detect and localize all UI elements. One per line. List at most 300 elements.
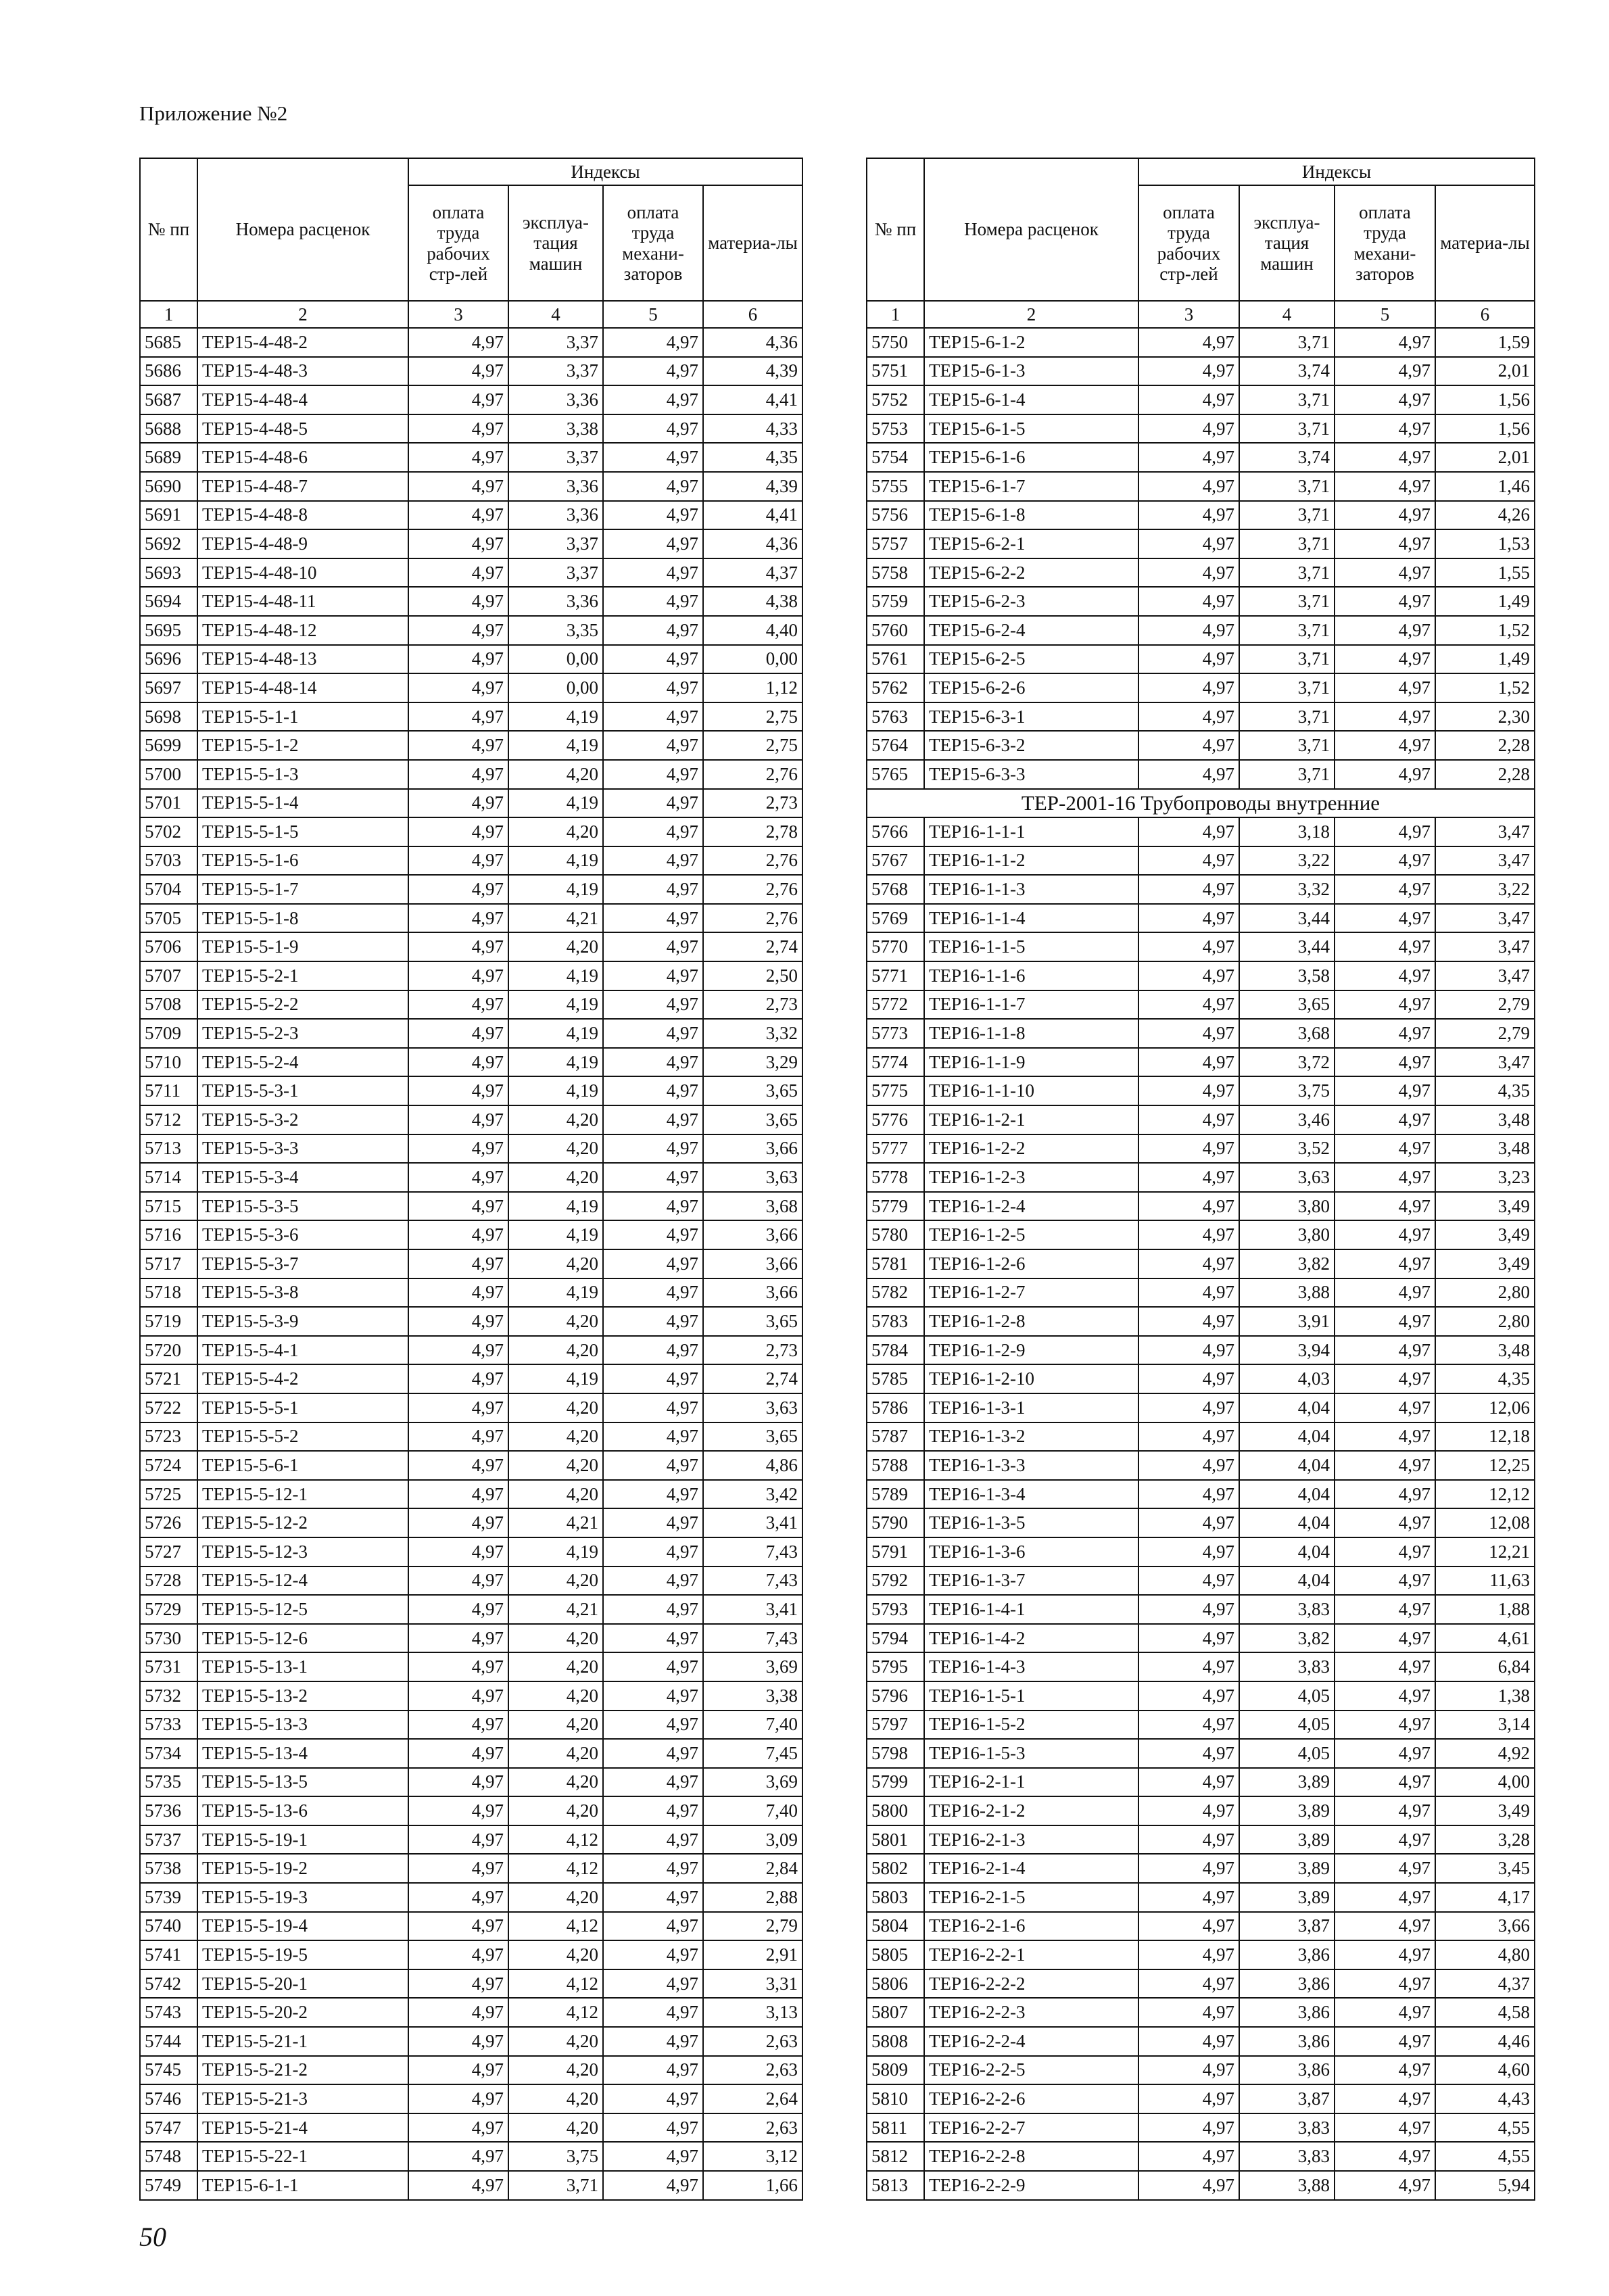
labor-index: 4,97 bbox=[1138, 1278, 1239, 1308]
materials-index: 4,36 bbox=[703, 328, 802, 357]
rate-code: ТЕР15-5-4-2 bbox=[197, 1364, 408, 1393]
operators-index: 4,97 bbox=[603, 904, 703, 933]
machines-index: 3,89 bbox=[1239, 1825, 1335, 1855]
table-row bbox=[140, 1134, 802, 1164]
operators-index: 4,97 bbox=[603, 2056, 703, 2085]
labor-index: 4,97 bbox=[408, 645, 508, 674]
labor-index: 4,97 bbox=[408, 1739, 508, 1768]
machines-index: 3,86 bbox=[1239, 1969, 1335, 1999]
machines-index: 4,12 bbox=[508, 1969, 603, 1999]
operators-index: 4,97 bbox=[603, 645, 703, 674]
rate-code: ТЕР16-1-3-3 bbox=[924, 1451, 1138, 1480]
table-row bbox=[140, 414, 802, 444]
machines-index: 3,88 bbox=[1239, 2171, 1335, 2200]
rate-code: ТЕР16-2-2-9 bbox=[924, 2171, 1138, 2200]
machines-index: 3,71 bbox=[1239, 414, 1335, 444]
row-number: 5788 bbox=[867, 1451, 924, 1480]
labor-index: 4,97 bbox=[408, 1134, 508, 1164]
table-row bbox=[140, 817, 802, 846]
machines-index: 4,04 bbox=[1239, 1480, 1335, 1509]
table-row bbox=[140, 1163, 802, 1192]
machines-index: 4,19 bbox=[508, 731, 603, 760]
labor-index: 4,97 bbox=[1138, 443, 1239, 472]
machines-index: 4,04 bbox=[1239, 1422, 1335, 1452]
machines-index: 3,68 bbox=[1239, 1019, 1335, 1048]
labor-index: 4,97 bbox=[408, 1508, 508, 1537]
materials-index: 2,76 bbox=[703, 846, 802, 876]
row-number: 5792 bbox=[867, 1566, 924, 1596]
rate-code: ТЕР16-2-2-8 bbox=[924, 2142, 1138, 2171]
labor-index: 4,97 bbox=[408, 1019, 508, 1048]
materials-index: 2,28 bbox=[1435, 760, 1535, 789]
row-number: 5795 bbox=[867, 1652, 924, 1681]
labor-index: 4,97 bbox=[1138, 1768, 1239, 1797]
rate-code: ТЕР15-5-19-1 bbox=[197, 1825, 408, 1855]
materials-index: 3,47 bbox=[1435, 846, 1535, 876]
machines-index: 4,04 bbox=[1239, 1451, 1335, 1480]
col-header-indexes: Индексы bbox=[1138, 158, 1535, 185]
operators-index: 4,97 bbox=[1335, 1595, 1435, 1624]
labor-index: 4,97 bbox=[1138, 1393, 1239, 1422]
operators-index: 4,97 bbox=[603, 1480, 703, 1509]
rate-code: ТЕР15-4-48-3 bbox=[197, 357, 408, 386]
row-number: 5784 bbox=[867, 1336, 924, 1365]
materials-index: 4,17 bbox=[1435, 1883, 1535, 1912]
machines-index: 3,71 bbox=[1239, 587, 1335, 616]
table-row bbox=[867, 1048, 1535, 1077]
row-number: 5729 bbox=[140, 1595, 197, 1624]
operators-index: 4,97 bbox=[603, 1537, 703, 1566]
rate-code: ТЕР15-6-1-6 bbox=[924, 443, 1138, 472]
labor-index: 4,97 bbox=[408, 385, 508, 414]
table-row bbox=[140, 789, 802, 818]
row-number: 5760 bbox=[867, 616, 924, 645]
operators-index: 4,97 bbox=[1335, 673, 1435, 702]
rate-code: ТЕР16-2-1-1 bbox=[924, 1768, 1138, 1797]
machines-index: 3,36 bbox=[508, 472, 603, 501]
table-row bbox=[867, 731, 1535, 760]
machines-index: 4,20 bbox=[508, 932, 603, 961]
materials-index: 1,55 bbox=[1435, 558, 1535, 588]
labor-index: 4,97 bbox=[1138, 1364, 1239, 1393]
materials-index: 1,52 bbox=[1435, 616, 1535, 645]
operators-index: 4,97 bbox=[603, 328, 703, 357]
machines-index: 3,94 bbox=[1239, 1336, 1335, 1365]
materials-index: 2,76 bbox=[703, 875, 802, 904]
row-number: 5694 bbox=[140, 587, 197, 616]
table-row bbox=[867, 961, 1535, 990]
rate-code: ТЕР15-6-1-4 bbox=[924, 385, 1138, 414]
machines-index: 3,74 bbox=[1239, 443, 1335, 472]
row-number: 5700 bbox=[140, 760, 197, 789]
labor-index: 4,97 bbox=[1138, 904, 1239, 933]
table-row bbox=[140, 990, 802, 1020]
materials-index: 4,40 bbox=[703, 616, 802, 645]
materials-index: 4,35 bbox=[703, 443, 802, 472]
operators-index: 4,97 bbox=[603, 1624, 703, 1653]
col-header-machines: эксплуа-тация машин bbox=[508, 185, 603, 301]
col-header-operators: оплата труда механи-заторов bbox=[1335, 185, 1435, 301]
operators-index: 4,97 bbox=[603, 1883, 703, 1912]
rate-code: ТЕР16-2-1-6 bbox=[924, 1912, 1138, 1941]
rate-code: ТЕР16-1-4-3 bbox=[924, 1652, 1138, 1681]
row-number: 5801 bbox=[867, 1825, 924, 1855]
row-number: 5688 bbox=[140, 414, 197, 444]
row-number: 5720 bbox=[140, 1336, 197, 1365]
labor-index: 4,97 bbox=[1138, 472, 1239, 501]
row-number: 5781 bbox=[867, 1249, 924, 1278]
labor-index: 4,97 bbox=[408, 1825, 508, 1855]
labor-index: 4,97 bbox=[1138, 2084, 1239, 2113]
rate-code: ТЕР16-1-2-10 bbox=[924, 1364, 1138, 1393]
rate-code: ТЕР15-5-13-6 bbox=[197, 1796, 408, 1825]
materials-index: 2,74 bbox=[703, 932, 802, 961]
machines-index: 3,71 bbox=[508, 2171, 603, 2200]
row-number: 5779 bbox=[867, 1192, 924, 1221]
table-row bbox=[867, 645, 1535, 674]
machines-index: 4,20 bbox=[508, 1739, 603, 1768]
labor-index: 4,97 bbox=[408, 1307, 508, 1336]
table-row bbox=[867, 1480, 1535, 1509]
materials-index: 3,66 bbox=[703, 1249, 802, 1278]
operators-index: 4,97 bbox=[603, 357, 703, 386]
operators-index: 4,97 bbox=[1335, 1681, 1435, 1711]
machines-index: 3,80 bbox=[1239, 1220, 1335, 1249]
labor-index: 4,97 bbox=[408, 702, 508, 732]
materials-index: 4,46 bbox=[1435, 2027, 1535, 2056]
operators-index: 4,97 bbox=[1335, 1912, 1435, 1941]
machines-index: 3,18 bbox=[1239, 817, 1335, 846]
operators-index: 4,97 bbox=[1335, 817, 1435, 846]
row-number: 5706 bbox=[140, 932, 197, 961]
row-number: 5787 bbox=[867, 1422, 924, 1452]
operators-index: 4,97 bbox=[603, 817, 703, 846]
rate-code: ТЕР15-5-3-9 bbox=[197, 1307, 408, 1336]
row-number: 5756 bbox=[867, 501, 924, 530]
operators-index: 4,97 bbox=[603, 529, 703, 558]
rate-code: ТЕР15-5-19-5 bbox=[197, 1940, 408, 1969]
operators-index: 4,97 bbox=[603, 1163, 703, 1192]
operators-index: 4,97 bbox=[1335, 1048, 1435, 1077]
col-header-machines: эксплуа-тация машин bbox=[1239, 185, 1335, 301]
machines-index: 3,37 bbox=[508, 529, 603, 558]
row-number: 5794 bbox=[867, 1624, 924, 1653]
rate-code: ТЕР15-5-1-8 bbox=[197, 904, 408, 933]
row-number: 5812 bbox=[867, 2142, 924, 2171]
machines-index: 4,19 bbox=[508, 1048, 603, 1077]
row-number: 5697 bbox=[140, 673, 197, 702]
labor-index: 4,97 bbox=[1138, 932, 1239, 961]
machines-index: 4,20 bbox=[508, 2056, 603, 2085]
col-header-labor: оплата труда рабочих стр-лей bbox=[1138, 185, 1239, 301]
operators-index: 4,97 bbox=[1335, 2113, 1435, 2143]
materials-index: 2,63 bbox=[703, 2027, 802, 2056]
rate-code: ТЕР15-5-13-5 bbox=[197, 1768, 408, 1797]
labor-index: 4,97 bbox=[408, 1595, 508, 1624]
rate-code: ТЕР16-1-5-2 bbox=[924, 1711, 1138, 1740]
machines-index: 4,20 bbox=[508, 2084, 603, 2113]
row-number: 5747 bbox=[140, 2113, 197, 2143]
row-number: 5726 bbox=[140, 1508, 197, 1537]
materials-index: 0,00 bbox=[703, 645, 802, 674]
operators-index: 4,97 bbox=[1335, 443, 1435, 472]
materials-index: 2,73 bbox=[703, 990, 802, 1020]
operators-index: 4,97 bbox=[1335, 702, 1435, 732]
rate-code: ТЕР15-6-1-1 bbox=[197, 2171, 408, 2200]
row-number: 5775 bbox=[867, 1076, 924, 1105]
machines-index: 4,20 bbox=[508, 1681, 603, 1711]
labor-index: 4,97 bbox=[408, 472, 508, 501]
table-row bbox=[140, 932, 802, 961]
labor-index: 4,97 bbox=[408, 2113, 508, 2143]
rate-code: ТЕР16-2-2-5 bbox=[924, 2056, 1138, 2085]
materials-index: 4,61 bbox=[1435, 1624, 1535, 1653]
row-number: 5757 bbox=[867, 529, 924, 558]
table-row bbox=[867, 1508, 1535, 1537]
operators-index: 4,97 bbox=[1335, 1451, 1435, 1480]
row-number: 5766 bbox=[867, 817, 924, 846]
labor-index: 4,97 bbox=[408, 1364, 508, 1393]
labor-index: 4,97 bbox=[408, 1537, 508, 1566]
table-row bbox=[867, 2027, 1535, 2056]
table-row bbox=[140, 673, 802, 702]
labor-index: 4,97 bbox=[1138, 702, 1239, 732]
machines-index: 3,71 bbox=[1239, 702, 1335, 732]
table-row bbox=[867, 1969, 1535, 1999]
labor-index: 4,97 bbox=[408, 1422, 508, 1452]
row-number: 5748 bbox=[140, 2142, 197, 2171]
table-row bbox=[867, 1537, 1535, 1566]
rate-code: ТЕР15-6-2-6 bbox=[924, 673, 1138, 702]
materials-index: 1,56 bbox=[1435, 385, 1535, 414]
rate-code: ТЕР15-5-12-1 bbox=[197, 1480, 408, 1509]
materials-index: 3,65 bbox=[703, 1076, 802, 1105]
labor-index: 4,97 bbox=[408, 2056, 508, 2085]
machines-index: 3,38 bbox=[508, 414, 603, 444]
materials-index: 2,30 bbox=[1435, 702, 1535, 732]
row-number: 5735 bbox=[140, 1768, 197, 1797]
labor-index: 4,97 bbox=[408, 760, 508, 789]
machines-index: 4,21 bbox=[508, 1595, 603, 1624]
materials-index: 2,76 bbox=[703, 760, 802, 789]
col-number: 3 bbox=[408, 301, 508, 328]
labor-index: 4,97 bbox=[1138, 1624, 1239, 1653]
materials-index: 2,01 bbox=[1435, 357, 1535, 386]
col-number: 2 bbox=[924, 301, 1138, 328]
materials-index: 7,40 bbox=[703, 1711, 802, 1740]
rate-code: ТЕР15-5-1-6 bbox=[197, 846, 408, 876]
row-number: 5800 bbox=[867, 1796, 924, 1825]
labor-index: 4,97 bbox=[408, 1711, 508, 1740]
labor-index: 4,97 bbox=[1138, 501, 1239, 530]
rate-code: ТЕР15-4-48-6 bbox=[197, 443, 408, 472]
col-number: 4 bbox=[1239, 301, 1335, 328]
operators-index: 4,97 bbox=[603, 1940, 703, 1969]
machines-index: 4,19 bbox=[508, 1076, 603, 1105]
machines-index: 4,05 bbox=[1239, 1739, 1335, 1768]
row-number: 5724 bbox=[140, 1451, 197, 1480]
materials-index: 3,66 bbox=[1435, 1912, 1535, 1941]
table-row bbox=[140, 1076, 802, 1105]
machines-index: 4,20 bbox=[508, 1768, 603, 1797]
row-number: 5780 bbox=[867, 1220, 924, 1249]
labor-index: 4,97 bbox=[1138, 731, 1239, 760]
rate-code: ТЕР15-5-12-3 bbox=[197, 1537, 408, 1566]
labor-index: 4,97 bbox=[1138, 1422, 1239, 1452]
labor-index: 4,97 bbox=[1138, 1048, 1239, 1077]
table-row bbox=[140, 1883, 802, 1912]
machines-index: 4,19 bbox=[508, 1019, 603, 1048]
table-row bbox=[867, 1681, 1535, 1711]
row-number: 5764 bbox=[867, 731, 924, 760]
machines-index: 3,75 bbox=[508, 2142, 603, 2171]
materials-index: 2,74 bbox=[703, 1364, 802, 1393]
operators-index: 4,97 bbox=[1335, 1076, 1435, 1105]
materials-index: 1,12 bbox=[703, 673, 802, 702]
operators-index: 4,97 bbox=[603, 2171, 703, 2200]
table-row bbox=[867, 1940, 1535, 1969]
operators-index: 4,97 bbox=[1335, 1652, 1435, 1681]
rate-code: ТЕР15-5-2-3 bbox=[197, 1019, 408, 1048]
row-number: 5707 bbox=[140, 961, 197, 990]
labor-index: 4,97 bbox=[408, 904, 508, 933]
operators-index: 4,97 bbox=[603, 1969, 703, 1999]
labor-index: 4,97 bbox=[1138, 1480, 1239, 1509]
table-row bbox=[867, 357, 1535, 386]
rate-code: ТЕР15-5-21-3 bbox=[197, 2084, 408, 2113]
labor-index: 4,97 bbox=[408, 443, 508, 472]
row-number: 5714 bbox=[140, 1163, 197, 1192]
table-row bbox=[867, 2113, 1535, 2143]
rate-code: ТЕР16-1-4-2 bbox=[924, 1624, 1138, 1653]
operators-index: 4,97 bbox=[1335, 1969, 1435, 1999]
machines-index: 3,89 bbox=[1239, 1883, 1335, 1912]
row-number: 5744 bbox=[140, 2027, 197, 2056]
operators-index: 4,97 bbox=[1335, 1480, 1435, 1509]
row-number: 5742 bbox=[140, 1969, 197, 1999]
operators-index: 4,97 bbox=[603, 2084, 703, 2113]
operators-index: 4,97 bbox=[1335, 1537, 1435, 1566]
row-number: 5692 bbox=[140, 529, 197, 558]
row-number: 5762 bbox=[867, 673, 924, 702]
labor-index: 4,97 bbox=[1138, 1163, 1239, 1192]
machines-index: 3,87 bbox=[1239, 2084, 1335, 2113]
operators-index: 4,97 bbox=[603, 875, 703, 904]
row-number: 5711 bbox=[140, 1076, 197, 1105]
table-row bbox=[867, 1220, 1535, 1249]
materials-index: 4,60 bbox=[1435, 2056, 1535, 2085]
materials-index: 2,84 bbox=[703, 1854, 802, 1883]
operators-index: 4,97 bbox=[1335, 328, 1435, 357]
rate-code: ТЕР15-5-21-2 bbox=[197, 2056, 408, 2085]
operators-index: 4,97 bbox=[603, 1105, 703, 1134]
rate-code: ТЕР16-1-1-4 bbox=[924, 904, 1138, 933]
table-row bbox=[140, 1048, 802, 1077]
labor-index: 4,97 bbox=[408, 558, 508, 588]
labor-index: 4,97 bbox=[408, 1566, 508, 1596]
table-row bbox=[140, 1451, 802, 1480]
table-row bbox=[140, 1480, 802, 1509]
materials-index: 2,75 bbox=[703, 702, 802, 732]
materials-index: 4,33 bbox=[703, 414, 802, 444]
machines-index: 4,19 bbox=[508, 702, 603, 732]
machines-index: 3,36 bbox=[508, 501, 603, 530]
materials-index: 7,43 bbox=[703, 1624, 802, 1653]
materials-index: 2,63 bbox=[703, 2056, 802, 2085]
labor-index: 4,97 bbox=[408, 1998, 508, 2027]
rate-code: ТЕР15-5-19-2 bbox=[197, 1854, 408, 1883]
row-number: 5732 bbox=[140, 1681, 197, 1711]
machines-index: 3,37 bbox=[508, 357, 603, 386]
machines-index: 3,71 bbox=[1239, 501, 1335, 530]
operators-index: 4,97 bbox=[1335, 472, 1435, 501]
row-number: 5796 bbox=[867, 1681, 924, 1711]
machines-index: 3,83 bbox=[1239, 2142, 1335, 2171]
col-header-code: Номера расценок bbox=[924, 158, 1138, 301]
labor-index: 4,97 bbox=[1138, 1451, 1239, 1480]
row-number: 5791 bbox=[867, 1537, 924, 1566]
labor-index: 4,97 bbox=[1138, 385, 1239, 414]
machines-index: 3,88 bbox=[1239, 1278, 1335, 1308]
table-row bbox=[867, 904, 1535, 933]
rate-code: ТЕР16-1-4-1 bbox=[924, 1595, 1138, 1624]
operators-index: 4,97 bbox=[1335, 1566, 1435, 1596]
col-header-materials: материа-лы bbox=[703, 185, 802, 301]
machines-index: 3,44 bbox=[1239, 904, 1335, 933]
table-row bbox=[867, 1422, 1535, 1452]
machines-index: 3,75 bbox=[1239, 1076, 1335, 1105]
rate-code: ТЕР15-5-22-1 bbox=[197, 2142, 408, 2171]
row-number: 5811 bbox=[867, 2113, 924, 2143]
row-number: 5786 bbox=[867, 1393, 924, 1422]
col-number: 6 bbox=[1435, 301, 1535, 328]
materials-index: 2,76 bbox=[703, 904, 802, 933]
row-number: 5739 bbox=[140, 1883, 197, 1912]
materials-index: 12,12 bbox=[1435, 1480, 1535, 1509]
machines-index: 4,19 bbox=[508, 1192, 603, 1221]
machines-index: 4,19 bbox=[508, 961, 603, 990]
col-number: 1 bbox=[140, 301, 197, 328]
machines-index: 4,20 bbox=[508, 1940, 603, 1969]
row-number: 5696 bbox=[140, 645, 197, 674]
materials-index: 1,66 bbox=[703, 2171, 802, 2200]
row-number: 5769 bbox=[867, 904, 924, 933]
row-number: 5807 bbox=[867, 1998, 924, 2027]
operators-index: 4,97 bbox=[1335, 1336, 1435, 1365]
rate-code: ТЕР15-5-21-4 bbox=[197, 2113, 408, 2143]
rate-code: ТЕР15-6-1-8 bbox=[924, 501, 1138, 530]
operators-index: 4,97 bbox=[603, 1998, 703, 2027]
labor-index: 4,97 bbox=[408, 875, 508, 904]
machines-index: 3,71 bbox=[1239, 472, 1335, 501]
rate-code: ТЕР16-1-1-6 bbox=[924, 961, 1138, 990]
materials-index: 1,88 bbox=[1435, 1595, 1535, 1624]
table-row bbox=[140, 2056, 802, 2085]
operators-index: 4,97 bbox=[1335, 1278, 1435, 1308]
row-number: 5793 bbox=[867, 1595, 924, 1624]
row-number: 5730 bbox=[140, 1624, 197, 1653]
row-number: 5723 bbox=[140, 1422, 197, 1452]
rate-code: ТЕР15-6-2-4 bbox=[924, 616, 1138, 645]
rate-code: ТЕР15-4-48-5 bbox=[197, 414, 408, 444]
table-row bbox=[867, 328, 1535, 357]
rate-code: ТЕР15-6-3-3 bbox=[924, 760, 1138, 789]
materials-index: 4,37 bbox=[1435, 1969, 1535, 1999]
operators-index: 4,97 bbox=[603, 1912, 703, 1941]
table-row bbox=[867, 1854, 1535, 1883]
table-row bbox=[867, 1711, 1535, 1740]
rate-code: ТЕР16-1-1-1 bbox=[924, 817, 1138, 846]
